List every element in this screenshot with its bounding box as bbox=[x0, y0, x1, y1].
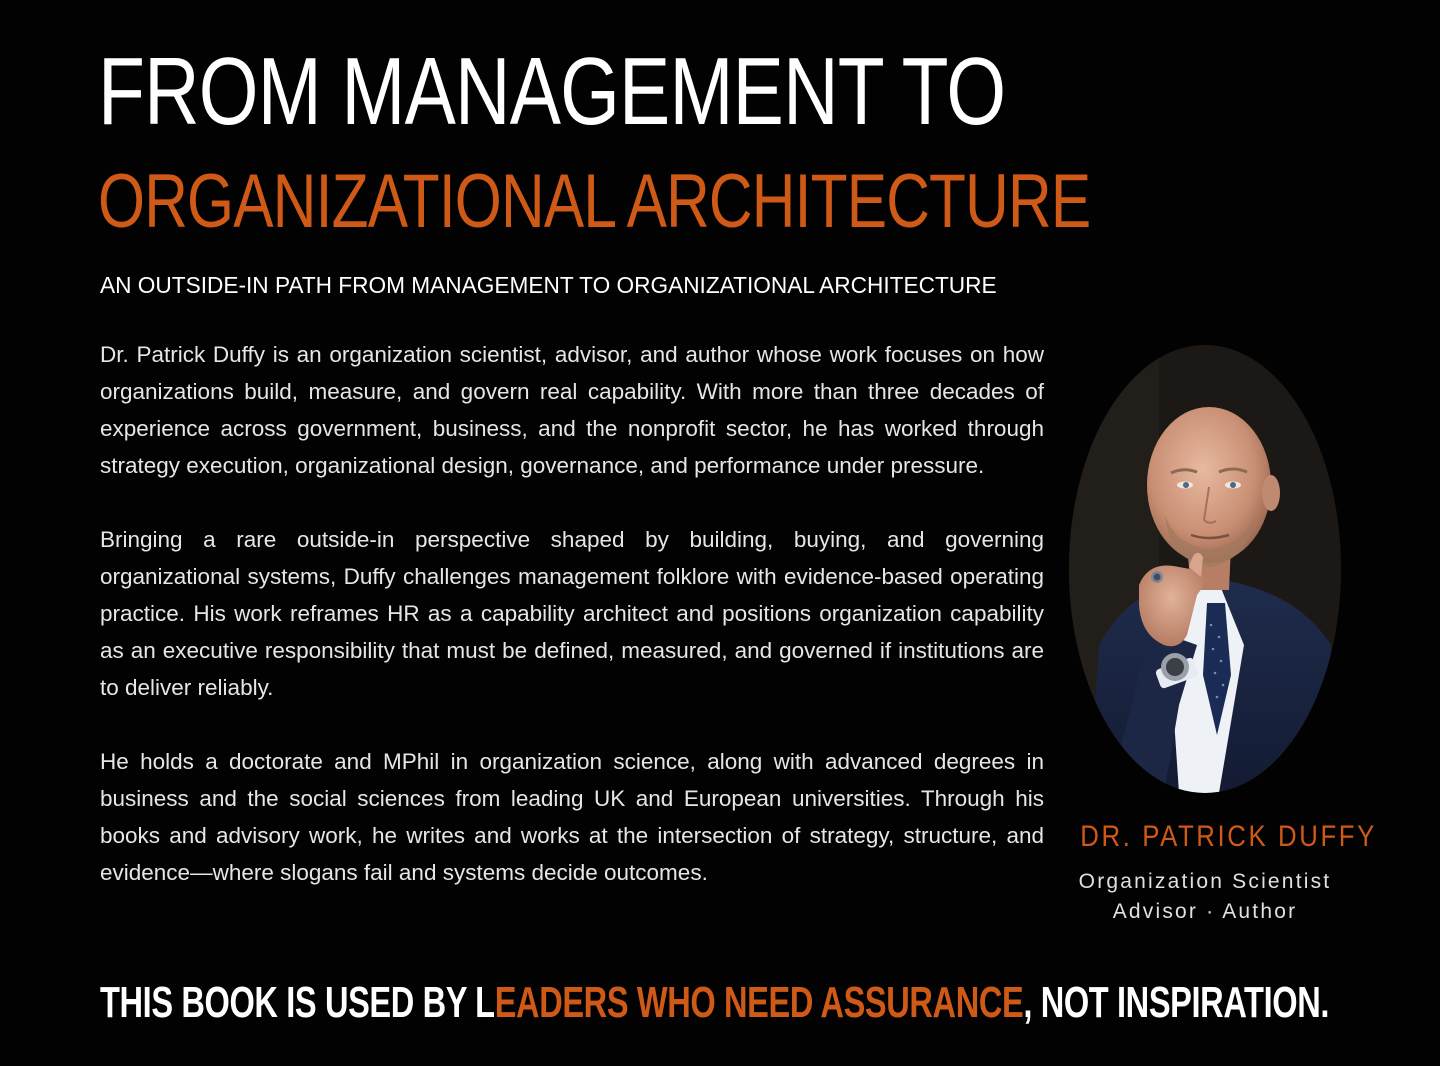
author-name: DR. PATRICK DUFFY bbox=[1080, 820, 1377, 853]
page-subtitle: AN OUTSIDE-IN PATH FROM MANAGEMENT TO ORGANIZATIONAL ARCHITECTURE bbox=[100, 272, 997, 298]
author-role: Organization Scientist bbox=[1078, 870, 1332, 893]
bio-paragraph-2: Bringing a rare outside-in perspective shaped by building, buying, and governing organizational systems, Duffy challenges management folklore with evidence-based operating practice. His work reframes HR as a capability architect and positions organization capability as an executive responsibility that must be defined, measured, and governed if institutions are to deliver reliably. bbox=[100, 527, 1044, 700]
bio-paragraph-3: He holds a doctorate and MPhil in organization science, along with advanced degrees in business and the social sciences from leading UK and European universities. Through his books and advisory work, he writes and works at the intersection of strategy, structure, and evidence—where slogans fail and systems decide outcomes. bbox=[100, 749, 1044, 885]
author-portrait bbox=[1069, 345, 1341, 793]
page-title-line-2: ORGANIZATIONAL ARCHITECTURE bbox=[98, 159, 1091, 244]
bio-paragraph-1: Dr. Patrick Duffy is an organization scientist, advisor, and author whose work focuses on how organizations build, measure, and govern real capability. With more than three decades of experience across government, business, and the nonprofit sector, he has worked through strategy execution, organizational design, governance, and performance under pressure. bbox=[100, 342, 1044, 478]
tagline-accent: EADERS WHO NEED ASSURANCE bbox=[494, 978, 1024, 1027]
author-tags: Advisor · Author bbox=[1112, 900, 1298, 923]
page-title-line-1: FROM MANAGEMENT TO bbox=[98, 38, 1006, 145]
book-tagline bbox=[100, 976, 1329, 1030]
tagline-part-3: , NOT INSPIRATION. bbox=[1023, 978, 1330, 1027]
author-portrait-illustration bbox=[1069, 345, 1341, 793]
tagline-part-1: THIS BOOK IS USED BY L bbox=[100, 978, 495, 1027]
author-bio bbox=[100, 336, 1044, 928]
